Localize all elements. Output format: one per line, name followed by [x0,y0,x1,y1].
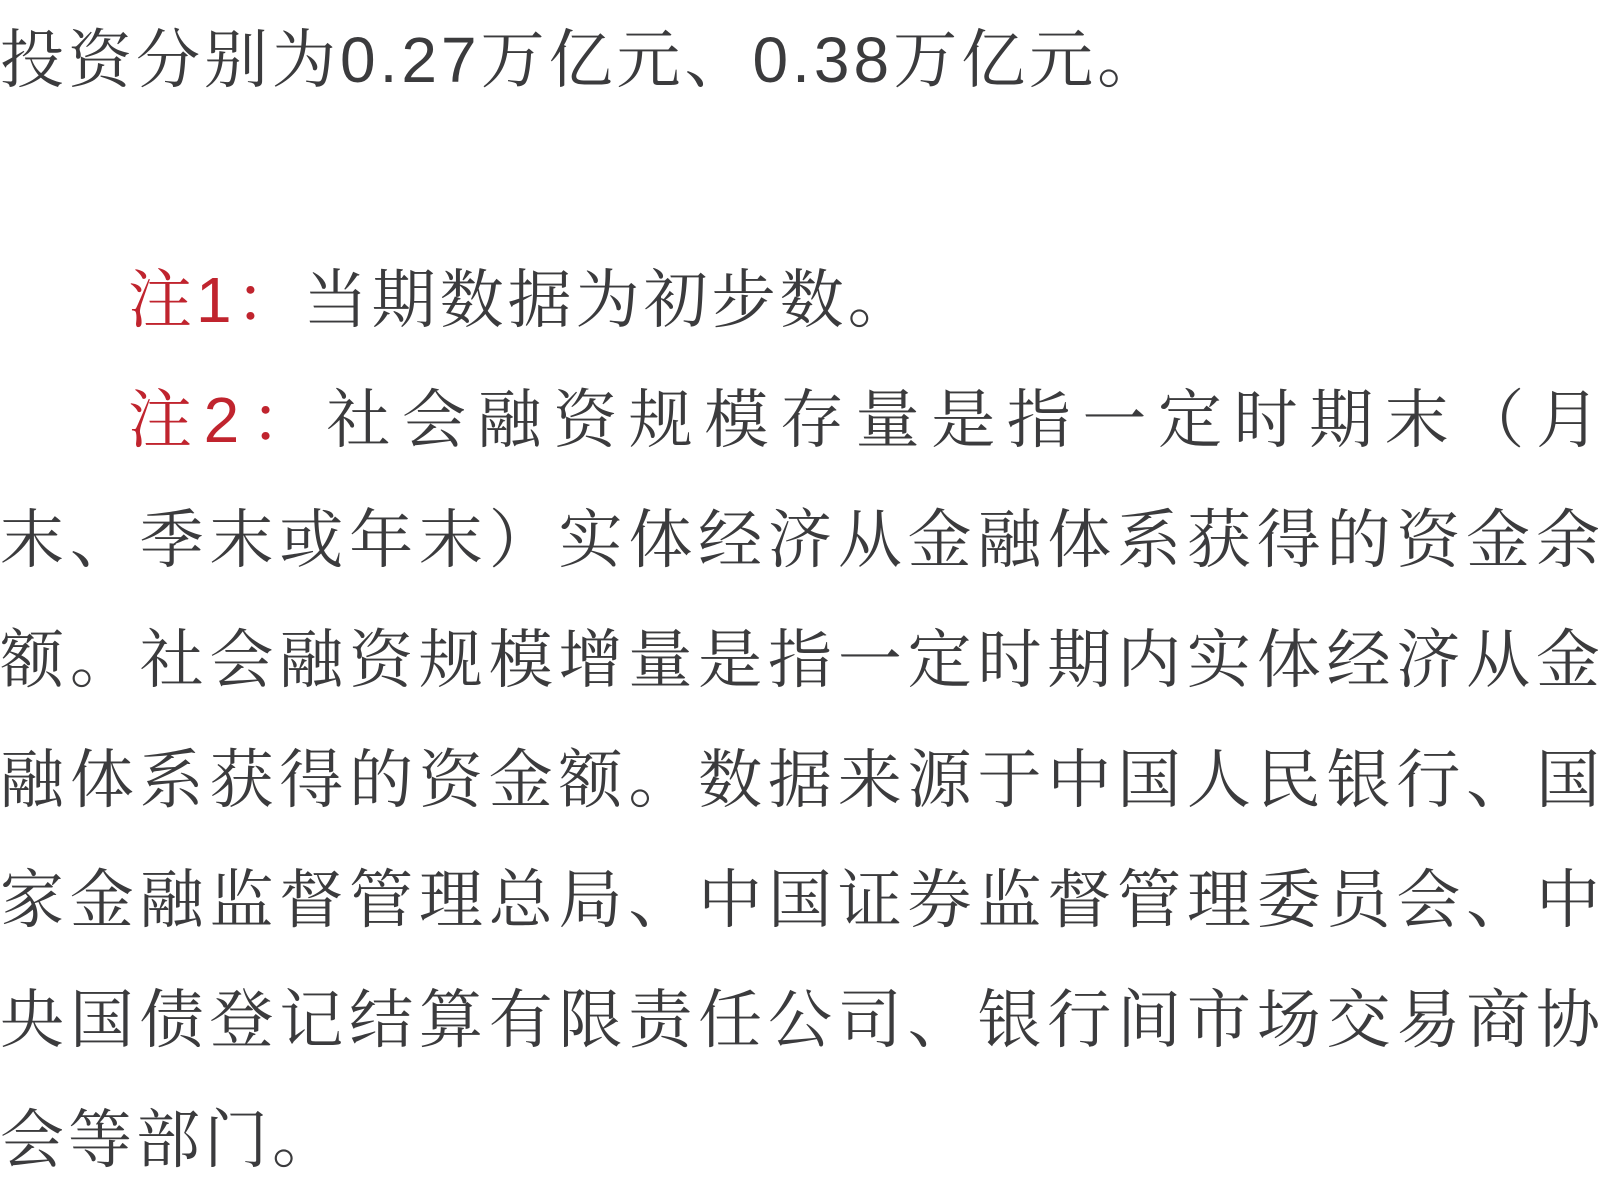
note2-line-4-text: 融体系获得的资金额。数据来源于中国人民银行、国 [0,744,1600,816]
note1-line [0,240,1600,360]
note2-line-3 [0,600,1600,720]
note2-line-1 [0,360,1600,480]
note1-label: 注1： [128,264,304,336]
note2-line-2-text: 末、季末或年末）实体经济从金融体系获得的资金余 [0,504,1600,576]
note2-line-6 [0,960,1600,1080]
paragraph-continuation-text: 投资分别为0.27万亿元、0.38万亿元。 [0,24,1166,96]
note2-line-7 [0,1080,1600,1200]
note2-line-2 [0,480,1600,600]
note2-line-7-text: 会等部门。 [0,1104,340,1176]
note1-text: 当期数据为初步数。 [303,264,916,336]
note2-paragraph [0,360,1600,1200]
paragraph-continuation-line [0,0,1600,120]
note2-line-5 [0,840,1600,960]
note2-line-6-text: 央国债登记结算有限责任公司、银行间市场交易商协 [0,984,1600,1056]
note2-line-4 [0,720,1600,840]
note2-line-5-text: 家金融监督管理总局、中国证券监督管理委员会、中 [0,864,1600,936]
note2-label: 注2： [128,384,327,456]
note2-line-1-text: 社会融资规模存量是指一定时期末（月 [326,384,1600,456]
note2-line-3-text: 额。社会融资规模增量是指一定时期内实体经济从金 [0,624,1600,696]
